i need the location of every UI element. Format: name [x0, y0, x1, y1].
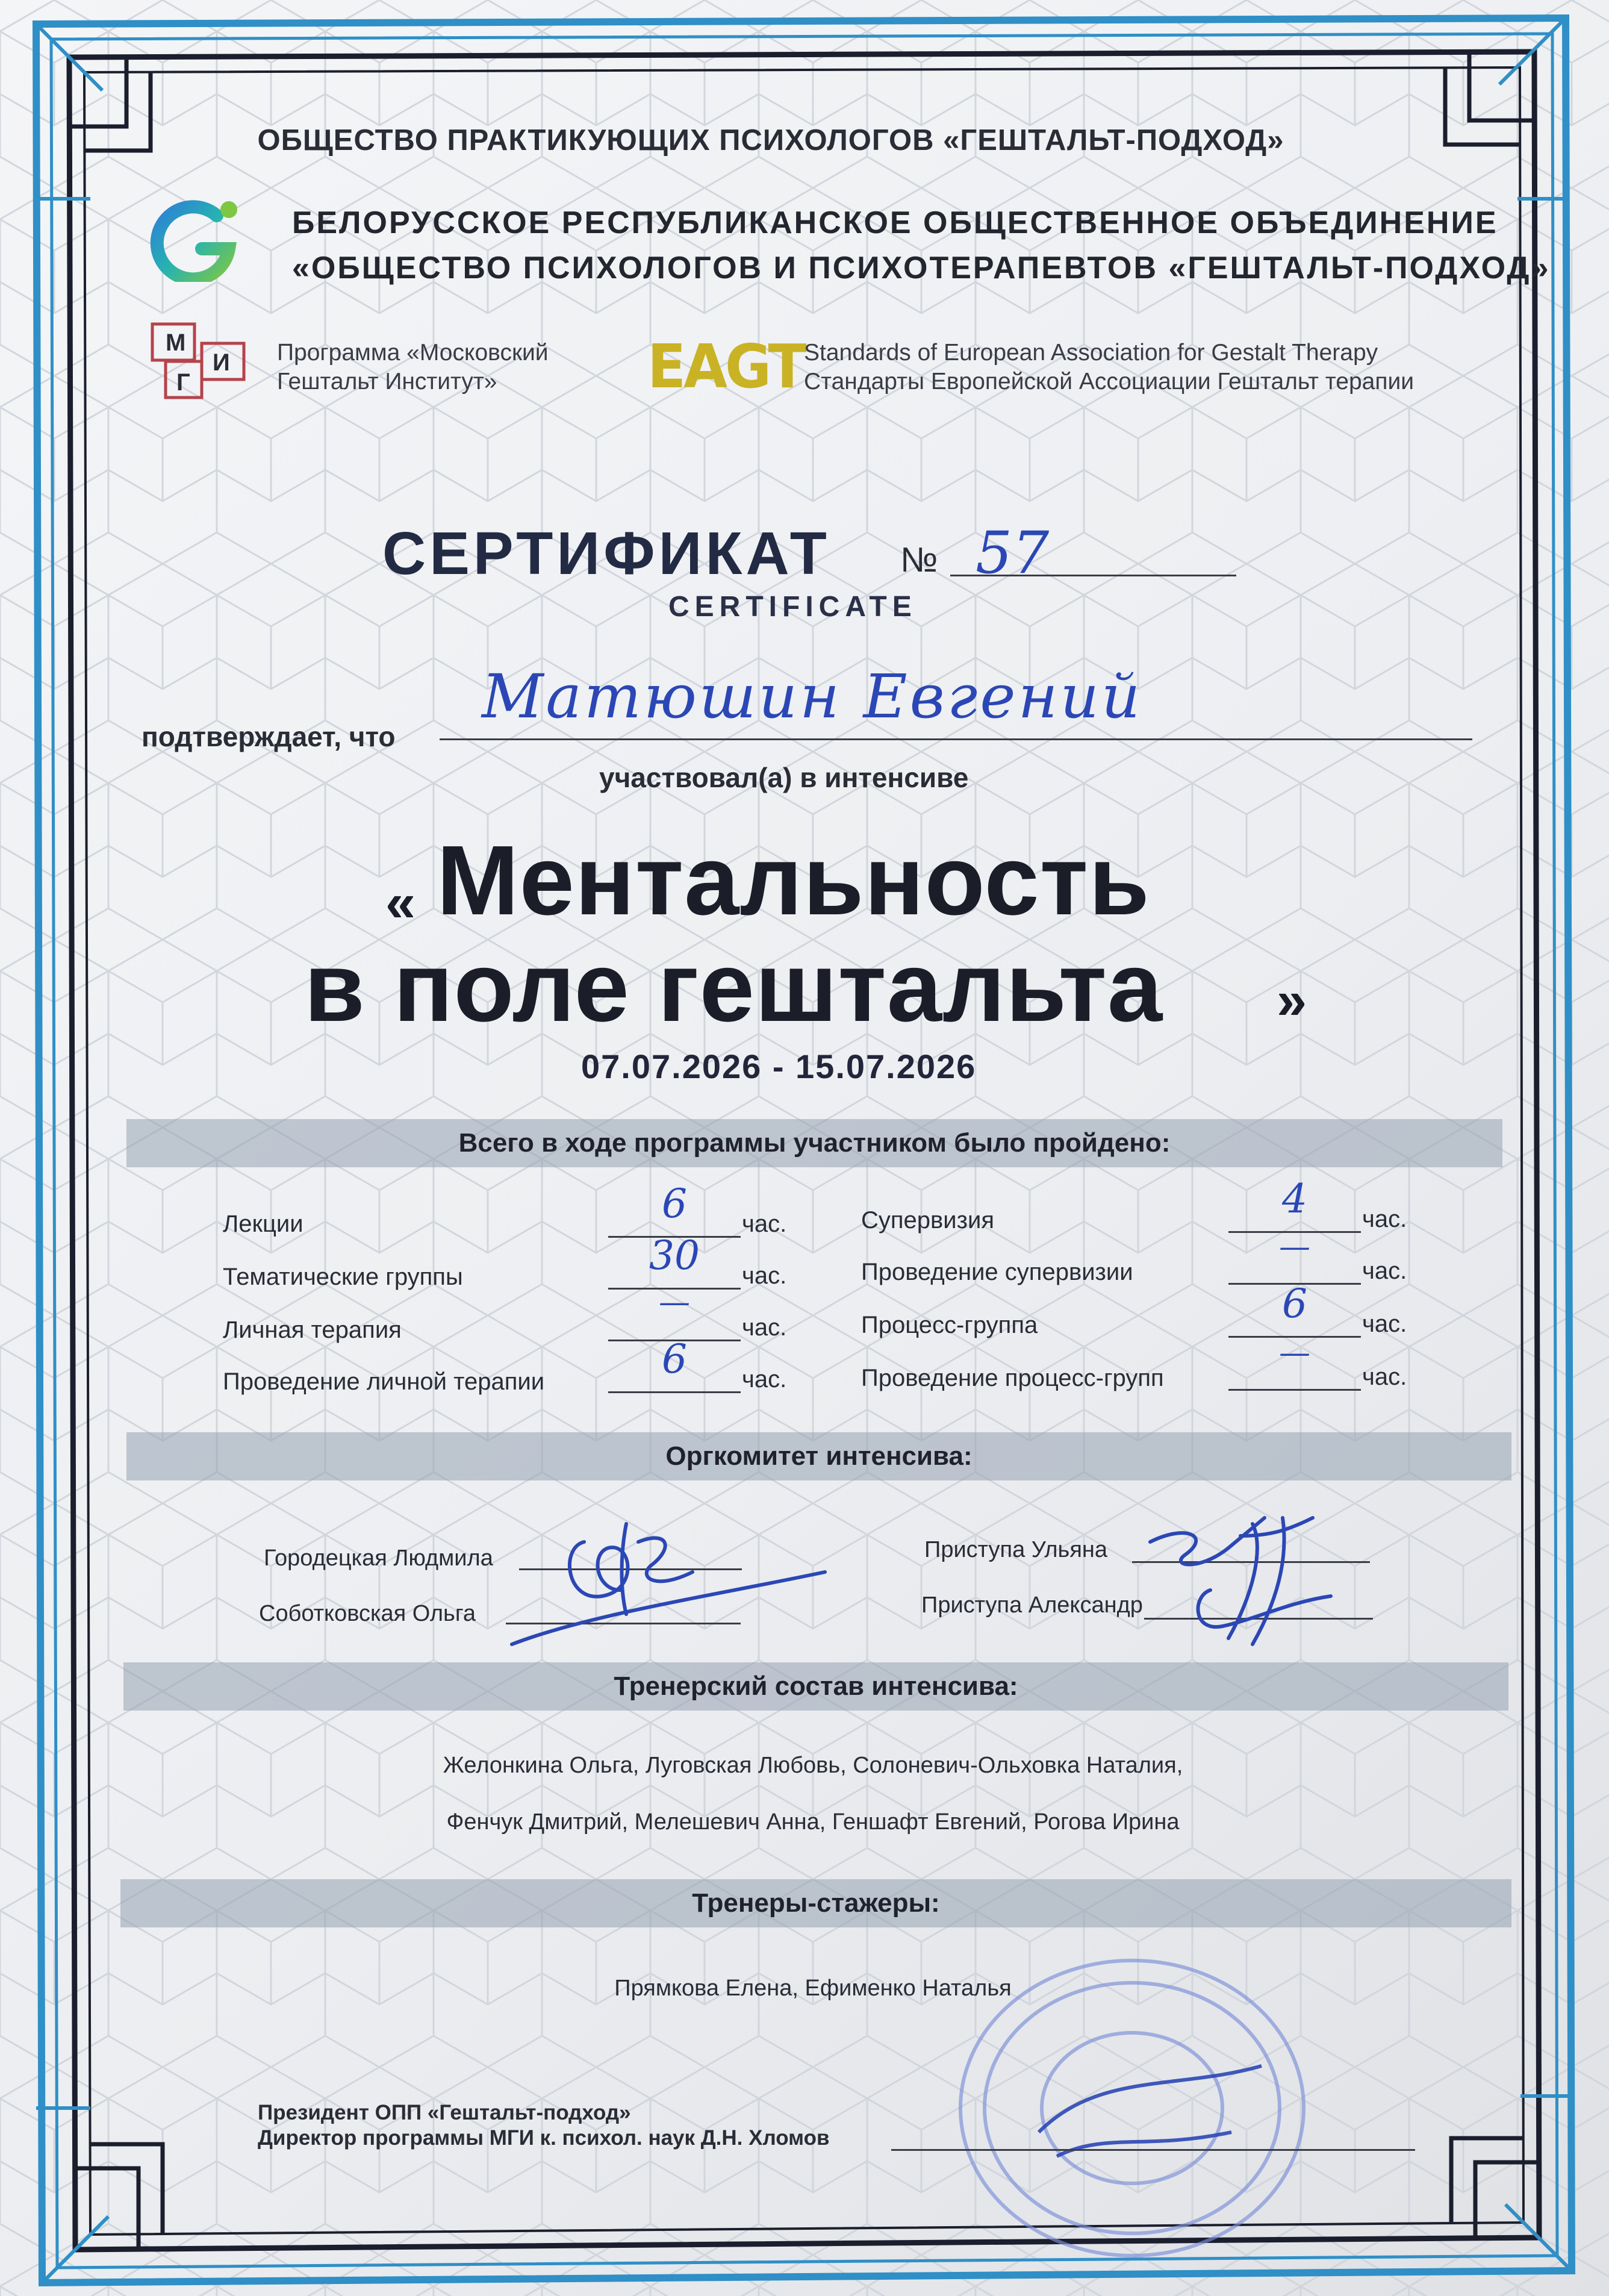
footer-president: Президент ОПП «Гештальт-подход» [258, 2101, 631, 2124]
gestalt-logo-icon [145, 192, 247, 282]
hours-line [608, 1391, 741, 1393]
recipient-name: Матюшин Евгений [482, 661, 1143, 732]
hours-unit: час. [1362, 1364, 1407, 1390]
trainers-heading-band [123, 1662, 1508, 1711]
mgi-letter-i: И [213, 349, 230, 376]
hours-conducting-therapy: 6 [662, 1336, 687, 1382]
trainers-heading: Тренерский состав интенсива: [614, 1671, 1018, 1701]
certificate-number: 57 [976, 519, 1050, 587]
program-heading: Всего в ходе программы участником было пройдено: [458, 1128, 1171, 1158]
society-title: ОБЩЕСТВО ПРАКТИКУЮЩИХ ПСИХОЛОГОВ «ГЕШТАЛЬТ-ПОДХОД» [257, 124, 1284, 157]
hours-line [1228, 1389, 1361, 1391]
interns-heading-band [120, 1879, 1511, 1927]
signature-gorodetskaya [500, 1506, 837, 1656]
eagt-line1: Standards of European Association for Gestalt Therapy [804, 340, 1378, 366]
participated-text: участвовал(а) в интенсиве [599, 762, 969, 793]
hours-unit: час. [1362, 1311, 1407, 1337]
mgi-line1: Программа «Московский [277, 340, 549, 366]
row-label-process-group: Процесс-группа [861, 1312, 1038, 1338]
hours-unit: час. [742, 1211, 787, 1237]
eagt-logo: EAGT [647, 332, 804, 402]
eagt-standards-text [804, 338, 1414, 396]
eagt-line2: Стандарты Европейской Ассоциации Гештальт терапии [804, 369, 1414, 395]
program-heading-band [126, 1119, 1502, 1167]
committee-heading: Оргкомитет интенсива: [665, 1441, 973, 1471]
mgi-program-text [277, 338, 549, 396]
trainers-line1: Желонкина Ольга, Луговская Любовь, Солоневич-Ольховка Наталия, [443, 1753, 1183, 1778]
row-label-personal-therapy: Личная терапия [223, 1317, 402, 1343]
hours-unit: час. [742, 1262, 787, 1289]
org-name-line1: БЕЛОРУССКОЕ РЕСПУБЛИКАНСКОЕ ОБЩЕСТВЕННОЕ ОБЪЕДИНЕНИЕ [292, 205, 1498, 240]
committee-member: Соботковская Ольга [259, 1601, 476, 1626]
committee-member: Приступа Ульяна [924, 1537, 1108, 1562]
course-title-line1: Ментальность [437, 825, 1150, 935]
hours-unit: час. [1362, 1206, 1407, 1232]
hours-process-group: 6 [1282, 1281, 1307, 1327]
director-signature-line [891, 2149, 1415, 2151]
footer-director: Директор программы МГИ к. психол. наук Д.Н. Хломов [258, 2126, 830, 2150]
recipient-line [440, 738, 1472, 740]
hours-personal-therapy: — [659, 1284, 690, 1320]
row-label-conducting-supervision: Проведение супервизии [861, 1259, 1133, 1285]
course-title-line2: в поле гештальта [304, 932, 1163, 1042]
hours-conducting-process-groups: — [1279, 1335, 1310, 1371]
mgi-logo-icon [148, 319, 250, 410]
org-name-line2: «ОБЩЕСТВО ПСИХОЛОГОВ И ПСИХОТЕРАПЕВТОВ «ГЕШТАЛЬТ-ПОДХОД» [292, 251, 1551, 285]
hours-conducting-supervision: — [1279, 1229, 1310, 1265]
seal-stamp-icon [948, 1951, 1316, 2265]
signature-pristupa [1132, 1500, 1373, 1662]
certificate-subtitle: CERTIFICATE [668, 591, 917, 623]
committee-heading-band [126, 1432, 1511, 1480]
hours-unit: час. [1362, 1258, 1407, 1284]
hours-unit: час. [742, 1314, 787, 1341]
committee-member: Городецкая Людмила [264, 1546, 493, 1571]
hours-lectures: 6 [662, 1181, 687, 1227]
row-label-supervision: Супервизия [861, 1207, 994, 1234]
row-label-lectures: Лекции [223, 1211, 303, 1237]
quote-close: » [1277, 970, 1307, 1031]
hours-thematic-groups: 30 [649, 1232, 700, 1279]
trainers-line2: Фенчук Дмитрий, Мелешевич Анна, Геншафт Евгений, Рогова Ирина [446, 1809, 1180, 1835]
row-label-conducting-therapy: Проведение личной терапии [223, 1368, 545, 1395]
quote-open: « [385, 873, 416, 933]
hours-supervision: 4 [1282, 1176, 1307, 1222]
committee-member: Приступа Александр [921, 1593, 1143, 1618]
interns-heading: Тренеры-стажеры: [692, 1888, 940, 1918]
hours-unit: час. [742, 1366, 787, 1393]
row-label-thematic-groups: Тематические группы [223, 1264, 463, 1290]
interns-names: Прямкова Елена, Ефименко Наталья [614, 1976, 1012, 2001]
mgi-letter-g: Г [176, 369, 190, 396]
confirm-label: подтверждает, что [142, 721, 396, 752]
course-dates: 07.07.2026 - 15.07.2026 [581, 1047, 977, 1085]
certificate-number-label: № [900, 540, 938, 579]
mgi-letter-m: М [166, 329, 186, 356]
certificate-title: СЕРТИФИКАТ [382, 520, 830, 587]
row-label-conducting-process-groups: Проведение процесс-групп [861, 1365, 1164, 1391]
mgi-line2: Гештальт Институт» [277, 369, 497, 395]
